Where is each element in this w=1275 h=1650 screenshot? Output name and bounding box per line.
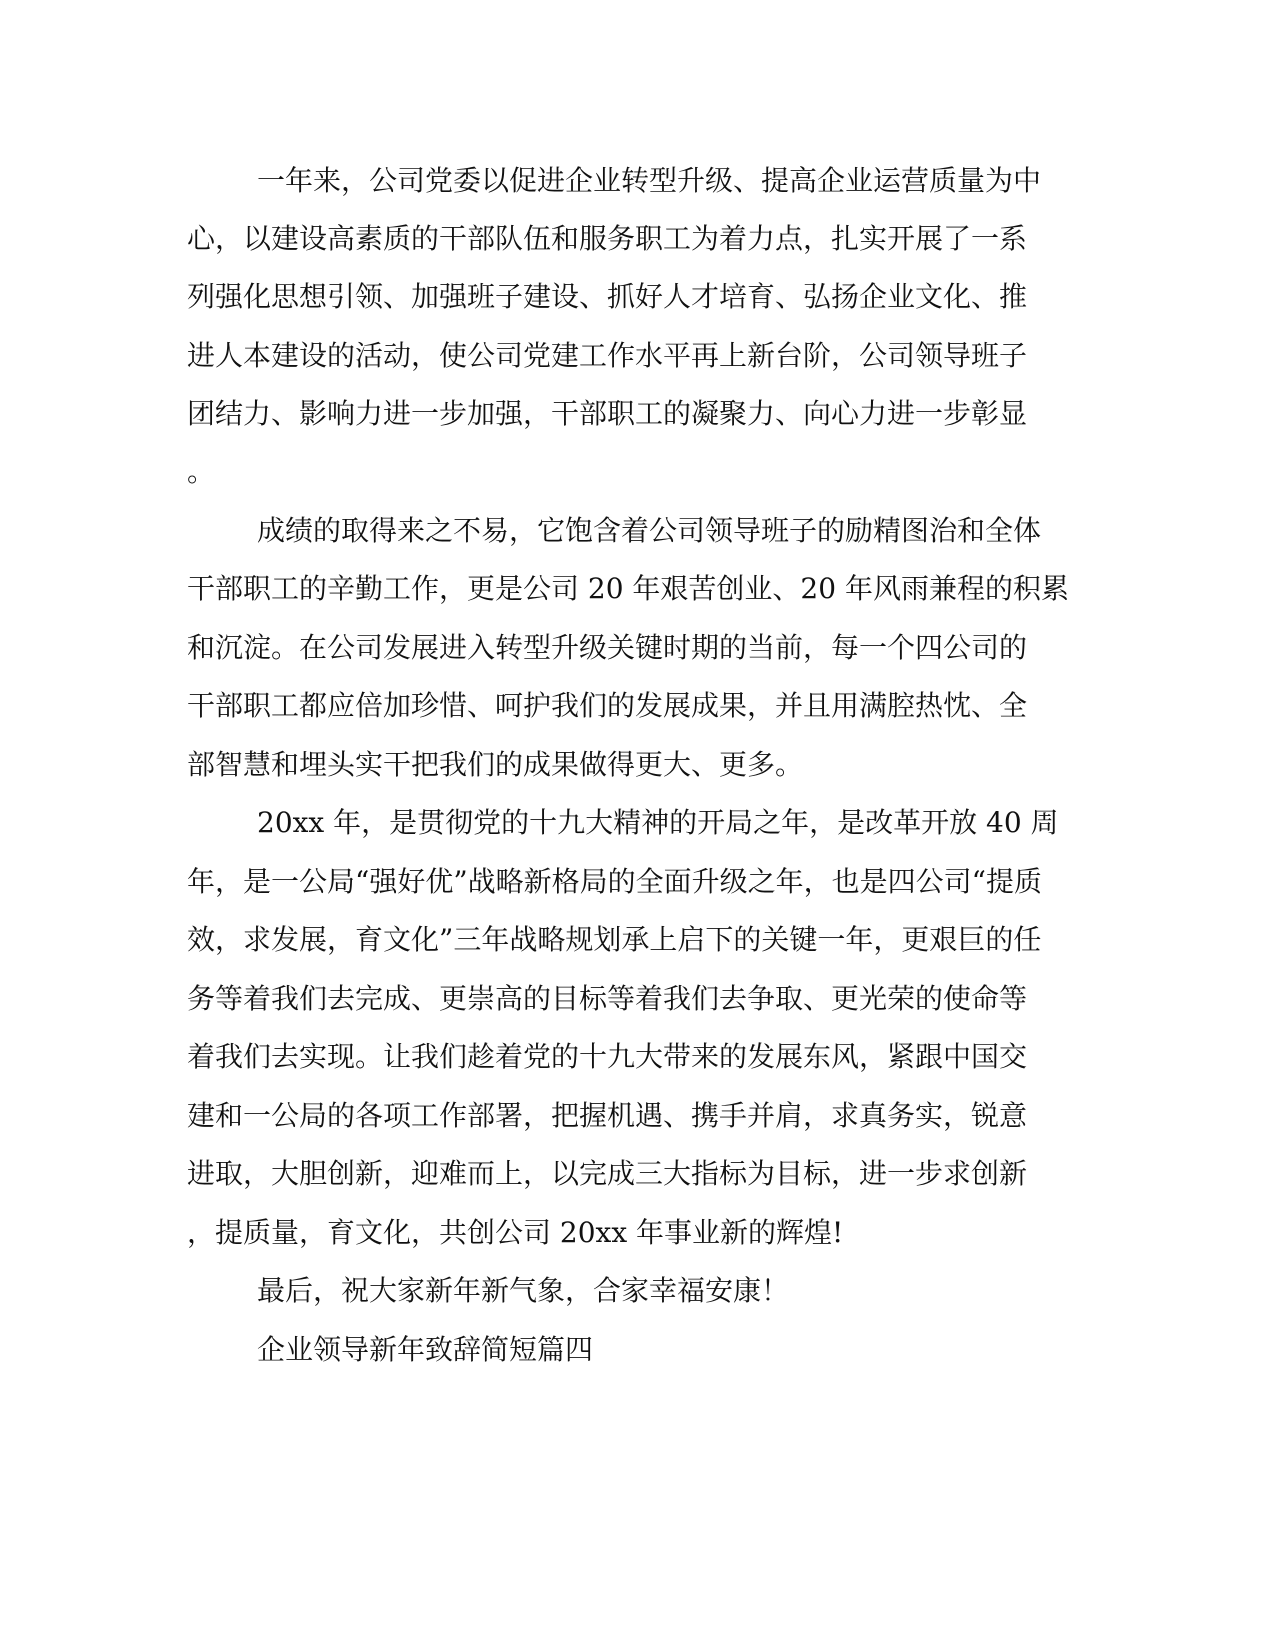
paragraph-3-line-7: 进取，大胆创新，迎难而上，以完成三大指标为目标，进一步求创新 <box>187 1157 1028 1190</box>
closing-wish: 最后，祝大家新年新气象，合家幸福安康！ <box>257 1274 790 1307</box>
paragraph-2-line-5: 部智慧和埋头实干把我们的成果做得更大、更多。 <box>187 748 804 781</box>
section-heading: 企业领导新年致辞简短篇四 <box>257 1333 594 1366</box>
paragraph-3-line-5: 着我们去实现。让我们趁着党的十九大带来的发展东风，紧跟中国交 <box>187 1040 1028 1073</box>
paragraph-1-line-5: 团结力、影响力进一步加强，干部职工的凝聚力、向心力进一步彰显 <box>187 397 1028 430</box>
paragraph-3-line-2: 年，是一公局“强好优”战略新格局的全面升级之年，也是四公司“提质 <box>187 865 1042 898</box>
paragraph-3-line-4: 务等着我们去完成、更崇高的目标等着我们去争取、更光荣的使命等 <box>187 982 1028 1015</box>
paragraph-3-line-3: 效，求发展，育文化”三年战略规划承上启下的关键一年，更艰巨的任 <box>187 923 1042 956</box>
paragraph-2-line-3: 和沉淀。在公司发展进入转型升级关键时期的当前，每一个四公司的 <box>187 631 1028 664</box>
paragraph-1-line-4: 进人本建设的活动，使公司党建工作水平再上新台阶，公司领导班子 <box>187 339 1028 372</box>
paragraph-2-line-2: 干部职工的辛勤工作，更是公司 20 年艰苦创业、20 年风雨兼程的积累 <box>187 572 1069 605</box>
paragraph-2-line-4: 干部职工都应倍加珍惜、呵护我们的发展成果，并且用满腔热忱、全 <box>187 689 1028 722</box>
paragraph-1-line-3: 列强化思想引领、加强班子建设、抓好人才培育、弘扬企业文化、推 <box>187 280 1028 313</box>
paragraph-1-line-1: 一年来，公司党委以促进企业转型升级、提高企业运营质量为中 <box>257 164 1042 197</box>
paragraph-3-line-1: 20xx 年，是贯彻党的十九大精神的开局之年，是改革开放 40 周 <box>257 806 1059 839</box>
paragraph-1-line-6: 。 <box>187 455 216 488</box>
paragraph-1-line-2: 心，以建设高素质的干部队伍和服务职工为着力点，扎实开展了一系 <box>187 222 1028 255</box>
paragraph-3-line-8: ，提质量，育文化，共创公司 20xx 年事业新的辉煌! <box>187 1216 844 1249</box>
paragraph-2-line-1: 成绩的取得来之不易，它饱含着公司领导班子的励精图治和全体 <box>257 514 1042 547</box>
paragraph-3-line-6: 建和一公局的各项工作部署，把握机遇、携手并肩，求真务实，锐意 <box>187 1099 1028 1132</box>
